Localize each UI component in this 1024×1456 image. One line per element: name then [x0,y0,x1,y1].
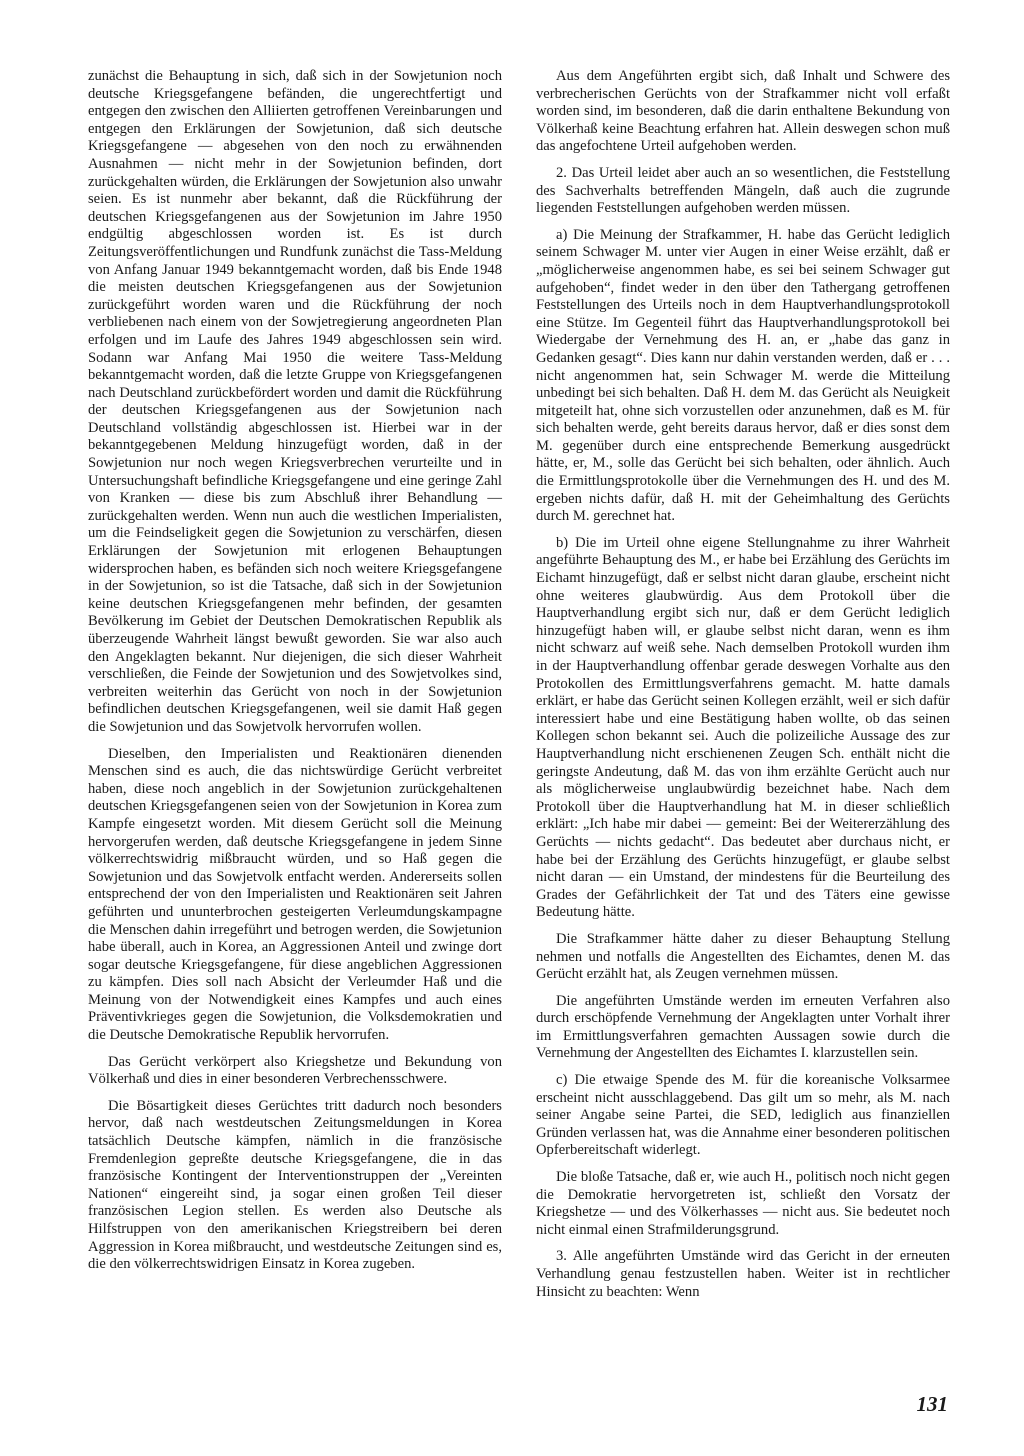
paragraph: Die angeführten Umstände werden im erneuten Verfahren also durch erschöpfende Vernehmung der Angeklagten unter Vorhalt ihrer im Ermittlungsverfahren gemachten Aussagen sowie durch die Vernehmung der Angestellten des Eichamtes I. klarzustellen sein. [536,992,950,1062]
left-column [88,68,502,1283]
paragraph: zunächst die Behauptung in sich, daß sich in der Sowjetunion noch deutsche Kriegsgefangene befänden, die ungerechtfertigt und entgegen den zwischen den Alliierten getroffenen Vereinbarungen und entgegen den Erklärungen der Sowjetunion, daß sich deutsche Kriegsgefangene — abgesehen von den noch zu erwähnenden Ausnahmen — nicht mehr in der Sowjetunion befinden, dort zurückgehalten würden, die Erklärungen der Sowjetunion also unwahr seien. Es ist nunmehr aber bekannt, daß die Rückführung der deutschen Kriegsgefangenen aus der Sowjetunion im Jahre 1950 endgültig abgeschlossen worden ist. Es ist durch Zeitungsveröffentlichungen und Rundfunk zunächst die Tass-Meldung von Anfang Januar 1949 bekanntgemacht worden, daß bis Ende 1948 die meisten deutschen Kriegsgefangenen aus der Sowjetunion zurückgeführt worden waren und die Rückführung der noch verbliebenen nach einem von der Sowjetregierung angeordneten Plan erfolgen und im Laufe des Jahres 1949 abgeschlossen sein wird. Sodann war Anfang Mai 1950 die weitere Tass-Meldung bekanntgemacht worden, daß die letzte Gruppe von Kriegsgefangenen nach Deutschland zurückbefördert worden und damit die Rückführung der deutschen Kriegsgefangenen aus der Sowjetunion nach Deutschland vollständig abgeschlossen ist. Hierbei war in der bekanntgegebenen Meldung hinzugefügt worden, daß in der Sowjetunion nur noch wegen Kriegsverbrechen verurteilte und in Untersuchungshaft befindliche Kriegsgefangene und eine geringe Zahl von Kranken — diese bis zum Abschluß ihrer Behandlung — zurückgehalten werden. Wenn nun auch die westlichen Imperialisten, um die Feindseligkeit gegen die Sowjetunion zu verschärfen, diesen Erklärungen der Sowjetunion mit erlogenen Behauptungen widersprochen haben, es befänden sich noch weitere Kriegsgefangene in der Sowjetunion, so ist die Tatsache, daß sich in der Sowjetunion keine deutschen Kriegsgefangenen mehr befinden, der gesamten Bevölkerung im Gebiet der Deutschen Demokratischen Republik als überzeugende Wahrheit längst bewußt geworden. Sie war also auch den Angeklagten bekannt. Nur diejenigen, die sich dieser Wahrheit verschließen, die Feinde der Sowjetunion und des Sowjetvolkes sind, verbreiten weiterhin das Gerücht von noch in der Sowjetunion befindlichen deutschen Kriegsgefangenen, weil sie damit Haß gegen die Sowjetunion und das Sowjetvolk hervorrufen wollen. [88,68,502,735]
paragraph: 2. Das Urteil leidet aber auch an so wesentlichen, die Feststellung des Sachverhalts betreffenden Mängeln, daß auch die zugrunde liegenden Feststellungen aufgehoben werden müssen. [536,164,950,217]
paragraph: Die Strafkammer hätte daher zu dieser Behauptung Stellung nehmen und notfalls die Angestellten des Eichamtes, denen M. das Gerücht erzählt hat, als Zeugen vernehmen müssen. [536,930,950,983]
right-column [536,68,950,1310]
paragraph: c) Die etwaige Spende des M. für die koreanische Volksarmee erscheint nicht ausschlaggebend. Das gilt um so mehr, als M. nach seiner Angabe seine Partei, die SED, lediglich aus finanziellen Gründen verlassen hat, was die Annahme einer besonderen politischen Opferbereitschaft widerlegt. [536,1072,950,1159]
paragraph: Das Gerücht verkörpert also Kriegshetze und Bekundung von Völkerhaß und dies in einer besonderen Verbrechensschwere. [88,1053,502,1088]
paragraph: b) Die im Urteil ohne eigene Stellungnahme zu ihrer Wahrheit angeführte Behauptung des M., er habe bei Erzählung des Gerüchts im Eichamt hinzugefügt, daß er selbst nicht daran glaube, erscheint nicht ohne weiteres glaubwürdig. Aus dem Protokoll über die Hauptverhandlung ergibt sich nur, daß er dem Gerücht lediglich hinzugefügt haben will, er glaube selbst nicht daran, wenn es ihm nicht schwarz auf weiß sehe. Nach demselben Protokoll wurden ihm in der Hauptverhandlung offenbar gerade deswegen Vorhalte aus den Protokollen des Ermittlungsverfahrens gemacht. M. hatte damals erklärt, er habe das Gerücht seinen Kollegen erzählt, weil er sich dafür interessiert habe und eine Bestätigung haben wollte, ob das seinen Kollegen schon bekannt sei. Auch die polizeiliche Aussage des zur Hauptverhandlung nicht erschienenen Zeugen Sch. enthält nicht die geringste Andeutung, daß M. das von ihm erzählte Gerücht auch nur als möglicherweise unglaubwürdig bezeichnet habe. Nach dem Protokoll über die Hauptverhandlung hat M. in dieser schließlich erklärt: „Ich habe mir dabei — gemeint: Bei der Weitererzählung des Gerüchts — nichts gedacht“. Das bedeutet aber durchaus nicht, er habe bei der Erzählung des Gerüchts hinzugefügt, er glaube selbst nicht daran — ein Umstand, der mindestens für die Beurteilung des Grades der Gefährlichkeit der Tat und des Täters eine gewisse Bedeutung hätte. [536,534,950,921]
paragraph: a) Die Meinung der Strafkammer, H. habe das Gerücht lediglich seinem Schwager M. unter vier Augen in einer Weise erzählt, daß er „möglicherweise angenommen habe, es sei bei seinem Schwager gut aufgehoben“, findet weder in den über den Tathergang getroffenen Feststellungen des Urteils noch in dem Hauptverhandlungsprotokoll eine Stütze. Im Gegenteil führt das Hauptverhandlungsprotokoll bei Wiedergabe der Vernehmung des H. an, er „habe das ganz in Gedanken gesagt“. Dies kann nur dahin verstanden werden, daß er . . . nicht angenommen hat, sein Schwager M. werde die Mitteilung unbedingt bei sich behalten. Daß H. dem M. das Gerücht als Neuigkeit mitgeteilt hat, ohne sich vorzustellen oder anzunehmen, daß es M. für sich behalten werde, geht bereits daraus hervor, daß er dies sonst dem M. gegenüber durch eine entsprechende Bemerkung ausgedrückt hätte, er, M., solle das Gerücht bei sich behalten, oder ähnlich. Auch die Ermittlungsprotokolle über die Vernehmungen des H. und des M. ergeben nichts dafür, daß H. mit der Geheimhaltung des Gerüchts durch M. gerechnet hat. [536,226,950,525]
paragraph: Aus dem Angeführten ergibt sich, daß Inhalt und Schwere des verbrecherischen Gerüchts von der Strafkammer nicht voll erfaßt worden sind, im besonderen, daß die darin enthaltene Bekundung von Völkerhaß keine Beachtung erfahren hat. Allein deswegen schon muß das angefochtene Urteil aufgehoben werden. [536,68,950,155]
paragraph: 3. Alle angeführten Umstände wird das Gericht in der erneuten Verhandlung genau festzustellen haben. Weiter ist in rechtlicher Hinsicht zu beachten: Wenn [536,1248,950,1300]
paragraph: Die Bösartigkeit dieses Gerüchtes tritt dadurch noch besonders hervor, daß nach westdeutschen Zeitungsmeldungen in Korea tatsächlich Deutsche kämpfen, nämlich in die französische Fremdenlegion gepreßte deutsche Kriegsgefangene, die in das französische Kontingent der Interventionstruppen der „Vereinten Nationen“ eingereiht sind, ja sogar einen großen Teil dieser französischen Legion stellen. Es werden also Deutsche als Hilfstruppen von den amerikanischen Kriegstreibern bei deren Aggression in Korea mißbraucht, und westdeutsche Zeitungen sind es, die den völkerrechtswidrigen Einsatz in Korea zugeben. [88,1097,502,1273]
paragraph: Dieselben, den Imperialisten und Reaktionären dienenden Menschen sind es auch, die das nichtswürdige Gerücht verbreitet haben, diese noch angeblich in der Sowjetunion zurückgehaltenen deutschen Kriegsgefangenen seien von der Sowjetunion in Korea zum Kampfe eingesetzt worden. Mit diesem Gerücht soll die Meinung hervorgerufen werden, daß deutsche Kriegsgefangene in jedem Sinne völkerrechtswidrig mißbraucht würden, und so Haß gegen die Sowjetunion und das Sowjetvolk entfacht werden. Andererseits sollen entsprechend der von den Imperialisten und Reaktionären seit Jahren geführten und ununterbrochen gesteigerten Verleumdungskampagne die Menschen dahin irregeführt und betrogen werden, die Sowjetunion habe überall, auch in Korea, an Aggressionen Anteil und zwinge dort sogar deutsche Kriegsgefangene, für diese angeblichen Aggressionen zu kämpfen. Dies soll nach Absicht der Verleumder Haß und die Meinung von der Notwendigkeit eines Kampfes und auch eines Präventivkrieges gegen die Sowjetunion, die Volksdemokratien und die Deutsche Demokratische Republik hervorrufen. [88,745,502,1044]
paragraph: Die bloße Tatsache, daß er, wie auch H., politisch noch nicht gegen die Demokratie hervorgetreten ist, schließt den Vorsatz der Kriegshetze — und des Völkerhasses — nicht aus. Sie bedeutet noch nicht einmal einen Strafmilderungsgrund. [536,1169,950,1238]
page-number: 131 [916,1392,948,1416]
